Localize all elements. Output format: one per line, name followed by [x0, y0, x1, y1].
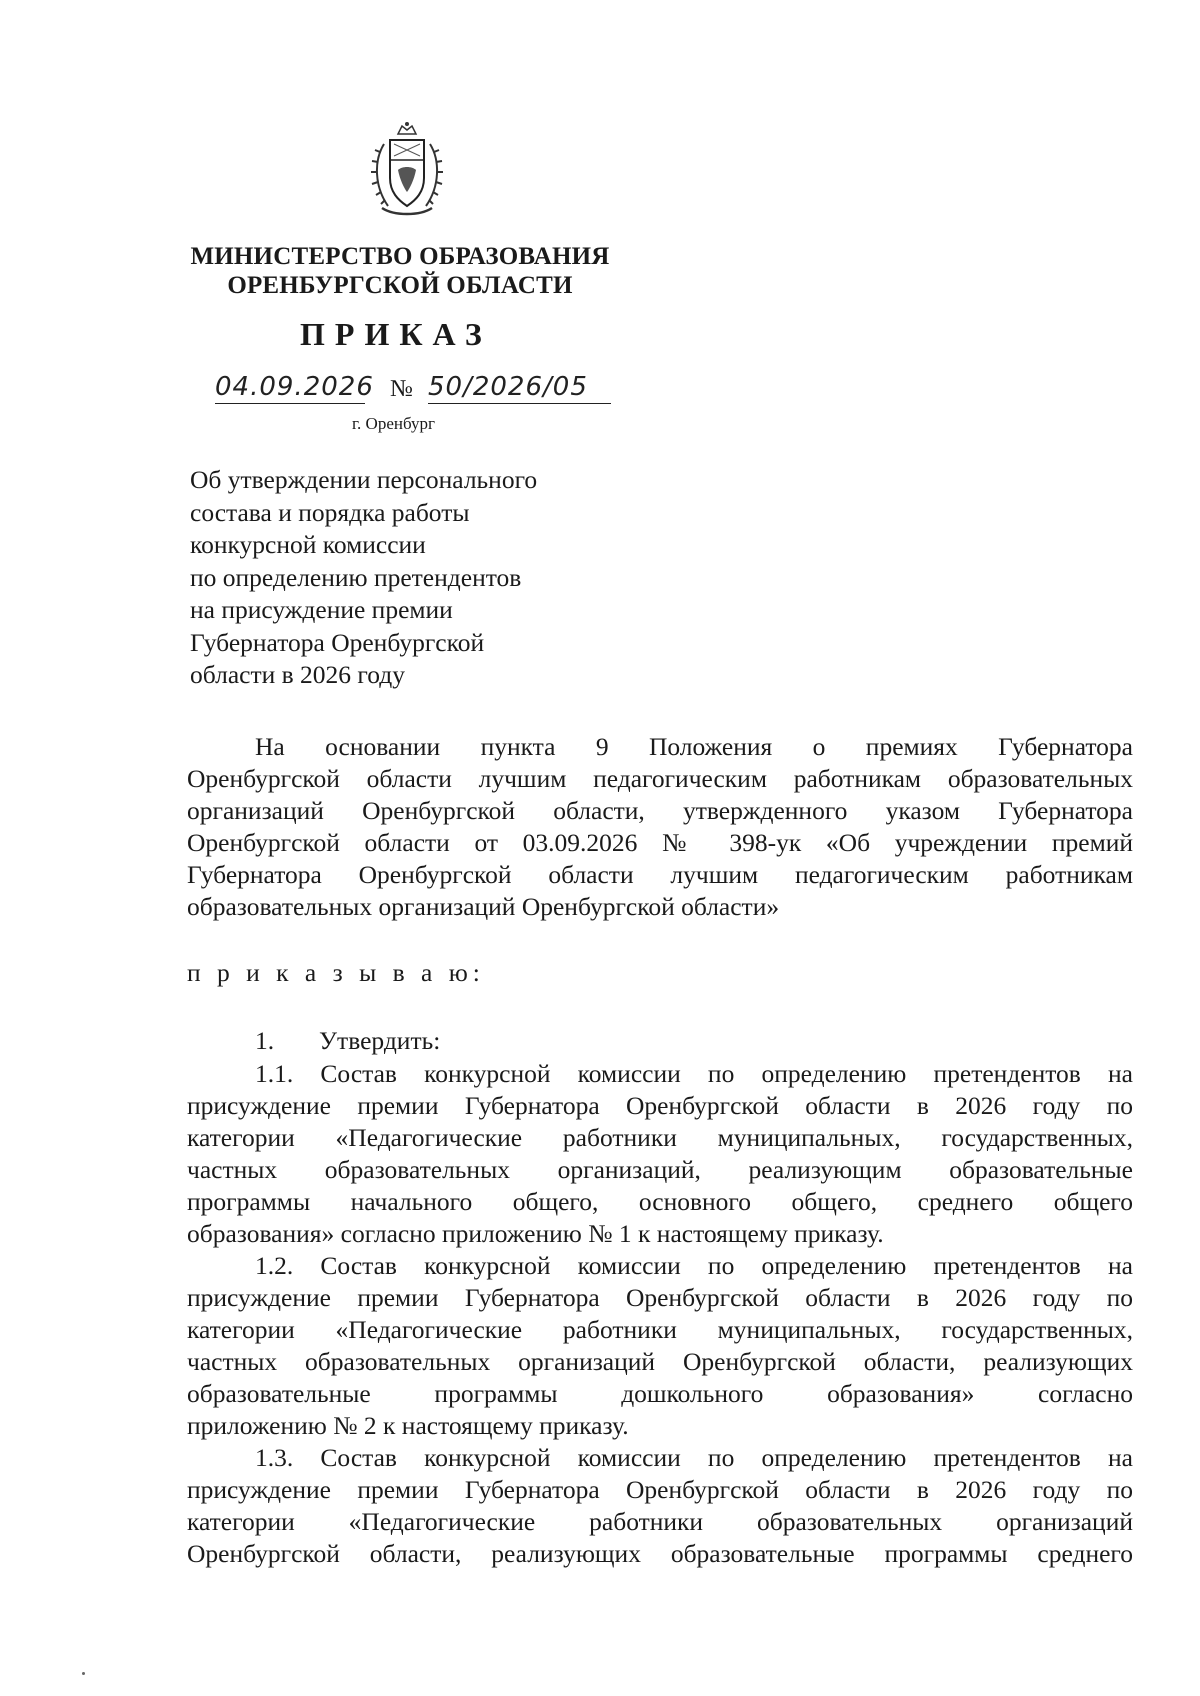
item-text: Утвердить: [319, 1026, 441, 1055]
order-item-1 [255, 1026, 440, 1056]
basis-line: Оренбургской области лучшим педагогическим работникам образовательных [187, 764, 1133, 793]
subitem-line: присуждение премии Губернатора Оренбургской области в 2026 году по [187, 1091, 1133, 1120]
subitem-line: Оренбургской области, реализующих образовательные программы среднего [187, 1539, 1133, 1568]
basis-line: На основании пункта 9 Положения о премиях Губернатора [255, 732, 1133, 761]
scan-speck [82, 1672, 85, 1675]
basis-line: образовательных организаций Оренбургской области» [187, 892, 780, 921]
document-subject [190, 464, 537, 692]
issue-city: г. Оренбург [352, 414, 435, 433]
subitem-line: присуждение премии Губернатора Оренбургской области в 2026 году по [187, 1283, 1133, 1312]
basis-paragraph [187, 731, 1133, 923]
subject-line: области в 2026 году [190, 660, 405, 689]
handwritten-date: 04.09.2026 [215, 372, 374, 402]
basis-line: Оренбургской области от 03.09.2026 № 398-ук «Об учреждении премий [187, 828, 1133, 857]
document-type-heading: ПРИКАЗ [300, 316, 492, 352]
subject-line: Губернатора Оренбургской [190, 627, 485, 657]
subitem-line: частных образовательных организаций Оренбургской области, реализующих [187, 1347, 1133, 1376]
oblast-coat-of-arms-icon [364, 120, 450, 220]
subitem-line: приложению № 2 к настоящему приказу. [187, 1411, 629, 1440]
subject-line: конкурсной комиссии [190, 530, 426, 559]
subitem-line: 1.3. Состав конкурсной комиссии по определению претендентов на [255, 1443, 1133, 1472]
subitem-line: программы начального общего, основного общего, среднего общего [187, 1187, 1133, 1216]
ministry-name-line2: ОРЕНБУРГСКОЙ ОБЛАСТИ [227, 272, 573, 299]
number-sign: № [390, 376, 413, 402]
subject-line: на присуждение премии [190, 595, 453, 624]
subitem-line: присуждение премии Губернатора Оренбургской области в 2026 году по [187, 1475, 1133, 1504]
order-subitems [187, 1058, 1133, 1570]
subitem-line: 1.2. Состав конкурсной комиссии по определению претендентов на [255, 1251, 1133, 1280]
subitem-line: частных образовательных организаций, реализующим образовательные [187, 1155, 1133, 1184]
subitem-line: 1.1. Состав конкурсной комиссии по определению претендентов на [255, 1059, 1133, 1088]
subject-line: Об утверждении персонального [190, 465, 538, 494]
ministry-name-line1: МИНИСТЕРСТВО ОБРАЗОВАНИЯ [190, 243, 610, 270]
subject-line: по определению претендентов [190, 562, 522, 592]
subject-line: состава и порядка работы [190, 497, 470, 527]
subitem-line: категории «Педагогические работники образовательных организаций [187, 1507, 1133, 1536]
basis-line: Губернатора Оренбургской области лучшим педагогическим работникам [187, 860, 1133, 889]
order-word: п р и к а з ы в а ю: [187, 958, 485, 987]
subitem-line: категории «Педагогические работники муниципальных, государственных, [187, 1123, 1133, 1152]
basis-line: организаций Оренбургской области, утвержденного указом Губернатора [187, 796, 1133, 825]
subitem-line: образовательные программы дошкольного образования» согласно [187, 1379, 1133, 1408]
subitem-line: образования» согласно приложению № 1 к настоящему приказу. [187, 1219, 884, 1248]
subitem-line: категории «Педагогические работники муниципальных, государственных, [187, 1315, 1133, 1344]
handwritten-number: 50/2026/05 [428, 372, 611, 404]
item-number: 1. [255, 1026, 275, 1055]
